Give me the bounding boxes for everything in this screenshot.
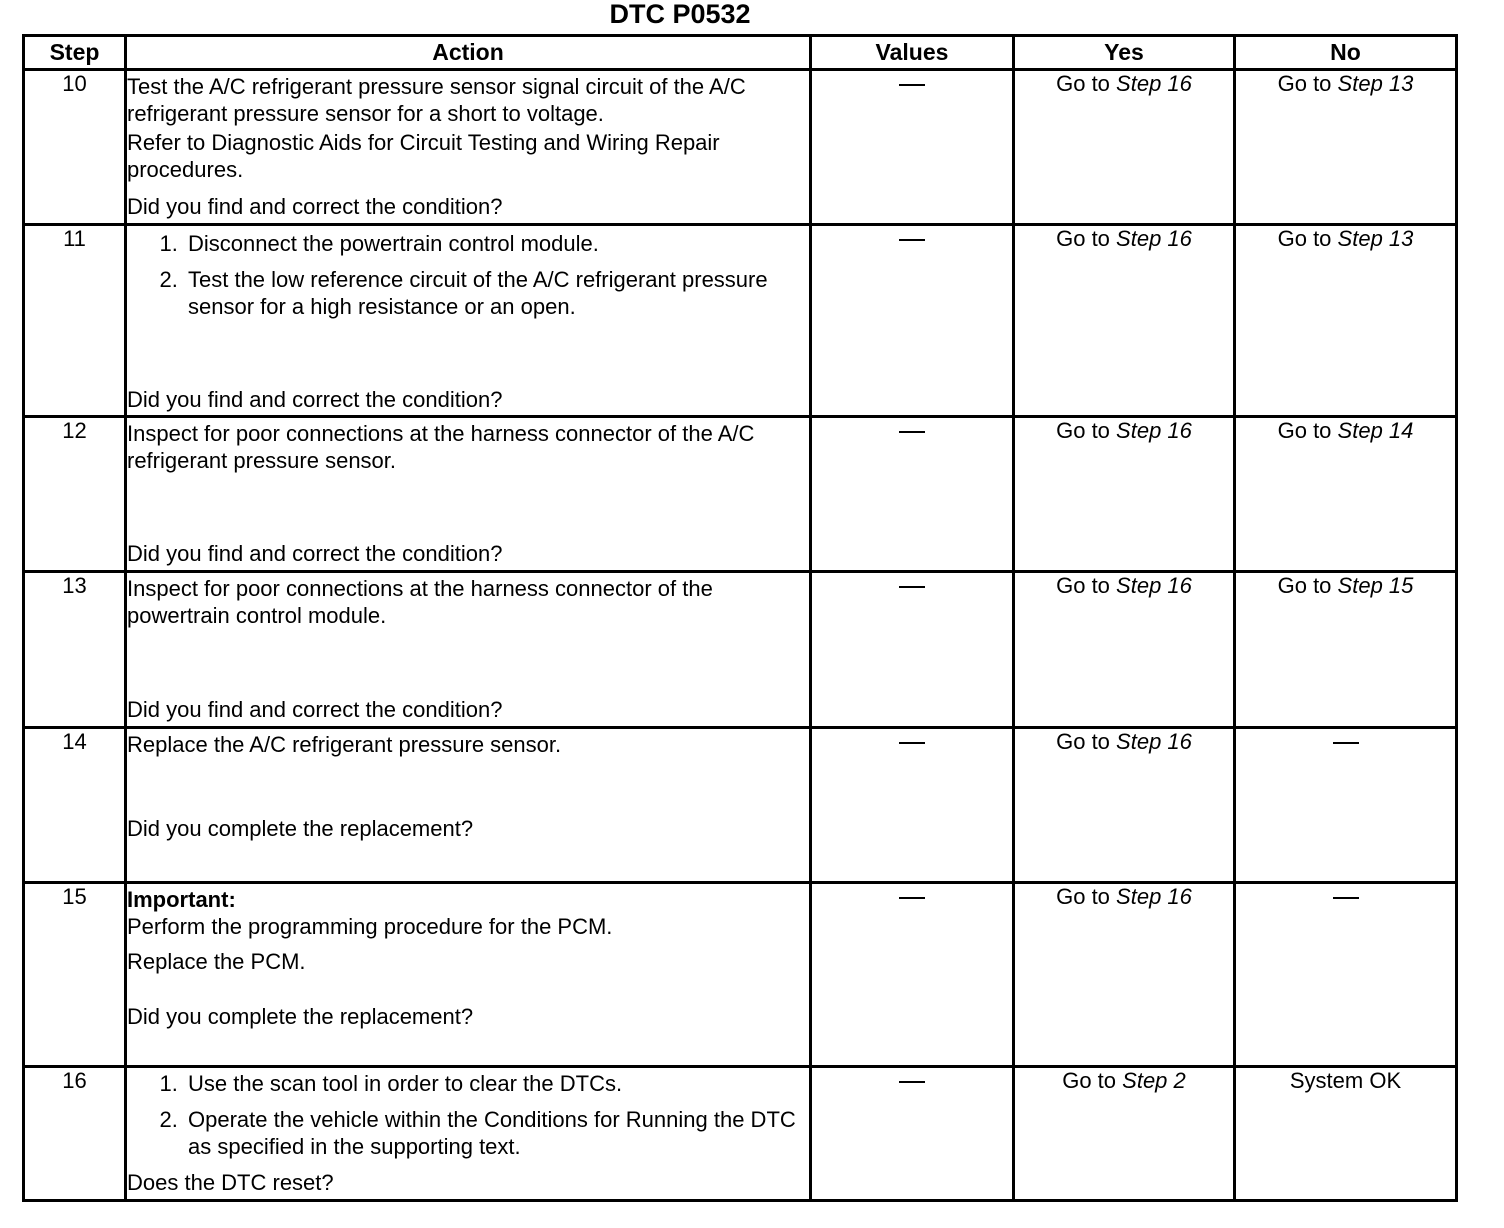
- yes-cell: [1014, 417, 1235, 572]
- values-dash: [899, 84, 925, 86]
- yes-prefix: Go to: [1062, 1068, 1117, 1093]
- action-text: Replace the A/C refrigerant pressure sensor.: [127, 732, 562, 757]
- yes-step-link: Step 16: [1116, 226, 1192, 251]
- no-step-link: Step 13: [1337, 71, 1414, 96]
- action-item: 1. Disconnect the powertrain control module.: [184, 230, 809, 257]
- table-row: [24, 728, 1457, 883]
- action-question: Did you find and correct the condition?: [127, 541, 503, 566]
- values-dash: [899, 742, 925, 744]
- values-dash: [899, 431, 925, 433]
- yes-cell: [1014, 572, 1235, 728]
- important-note: [127, 886, 809, 940]
- table-row: [24, 883, 1457, 1067]
- no-cell: System OK: [1235, 1067, 1457, 1201]
- yes-prefix: Go to: [1056, 226, 1110, 251]
- step-number: 12: [24, 417, 126, 572]
- values-cell: [811, 728, 1014, 883]
- no-prefix: Go to: [1277, 71, 1332, 96]
- action-question: Did you complete the replacement?: [127, 1004, 474, 1029]
- header-step: Step: [24, 36, 126, 70]
- values-cell: [811, 572, 1014, 728]
- no-prefix: Go to: [1277, 418, 1332, 443]
- action-text: Replace the PCM.: [127, 949, 306, 974]
- header-values: Values: [811, 36, 1014, 70]
- yes-cell: [1014, 728, 1235, 883]
- action-question: Did you complete the replacement?: [127, 816, 474, 841]
- yes-step-link: Step 2: [1122, 1068, 1186, 1093]
- values-dash: [899, 1081, 925, 1083]
- yes-cell: [1014, 883, 1235, 1067]
- table-row: [24, 1067, 1457, 1201]
- yes-prefix: Go to: [1056, 71, 1110, 96]
- action-cell: [126, 572, 811, 728]
- header-action: Action: [126, 36, 811, 70]
- action-question: Did you find and correct the condition?: [127, 697, 503, 722]
- action-question: Does the DTC reset?: [127, 1170, 334, 1195]
- no-cell: [1235, 883, 1457, 1067]
- important-label: Important:: [127, 887, 236, 912]
- no-cell: [1235, 417, 1457, 572]
- yes-step-link: Step 16: [1116, 71, 1192, 96]
- table-row: [24, 70, 1457, 225]
- step-number: 14: [24, 728, 126, 883]
- yes-prefix: Go to: [1056, 573, 1110, 598]
- table-row: [24, 572, 1457, 728]
- yes-step-link: Step 16: [1116, 418, 1192, 443]
- yes-step-link: Step 16: [1116, 573, 1192, 598]
- action-cell: [126, 728, 811, 883]
- yes-prefix: Go to: [1056, 729, 1110, 754]
- values-cell: [811, 883, 1014, 1067]
- no-step-link: Step 14: [1337, 418, 1414, 443]
- no-cell: [1235, 728, 1457, 883]
- important-text: Perform the programming procedure for the PCM.: [127, 914, 613, 939]
- values-dash: [899, 586, 925, 588]
- action-text: Refer to Diagnostic Aids for Circuit Testing and Wiring Repair procedures.: [127, 130, 720, 182]
- yes-step-link: Step 16: [1116, 884, 1192, 909]
- yes-cell: [1014, 70, 1235, 225]
- action-text: Inspect for poor connections at the harness connector of the powertrain control module.: [127, 576, 713, 628]
- values-cell: [811, 417, 1014, 572]
- no-cell: [1235, 225, 1457, 417]
- action-question: Did you find and correct the condition?: [127, 194, 503, 219]
- action-item: 1. Use the scan tool in order to clear the DTCs.: [184, 1070, 809, 1097]
- action-cell: [126, 883, 811, 1067]
- page-title: DTC P0532: [609, 0, 751, 29]
- action-text: Test the A/C refrigerant pressure sensor signal circuit of the A/C refrigerant pressure sensor for a short to voltage.: [127, 74, 746, 126]
- table-row: [24, 417, 1457, 572]
- no-dash: [1333, 742, 1359, 744]
- yes-prefix: Go to: [1056, 418, 1110, 443]
- action-cell: [126, 417, 811, 572]
- header-row: [24, 36, 1457, 70]
- yes-cell: [1014, 225, 1235, 417]
- diagnostic-table: [22, 34, 1458, 1202]
- values-cell: [811, 225, 1014, 417]
- no-dash: [1333, 897, 1359, 899]
- step-number: 11: [24, 225, 126, 417]
- header-no: No: [1235, 36, 1457, 70]
- action-cell: [126, 225, 811, 417]
- table-row: [24, 225, 1457, 417]
- values-cell: [811, 1067, 1014, 1201]
- no-step-link: Step 15: [1337, 573, 1414, 598]
- action-item: 2. Test the low reference circuit of the A/C refrigerant pressure sensor for a high resistance or an open.: [184, 266, 809, 320]
- values-cell: [811, 70, 1014, 225]
- action-item: 2. Operate the vehicle within the Conditions for Running the DTC as specified in the supporting text.: [184, 1106, 809, 1160]
- step-number: 16: [24, 1067, 126, 1201]
- action-text: Inspect for poor connections at the harness connector of the A/C refrigerant pressure sensor.: [127, 421, 755, 473]
- no-cell: [1235, 70, 1457, 225]
- yes-prefix: Go to: [1056, 884, 1110, 909]
- step-number: 10: [24, 70, 126, 225]
- no-prefix: Go to: [1277, 573, 1332, 598]
- yes-cell: [1014, 1067, 1235, 1201]
- no-prefix: Go to: [1277, 226, 1332, 251]
- yes-step-link: Step 16: [1116, 729, 1192, 754]
- no-step-link: Step 13: [1337, 226, 1414, 251]
- step-number: 15: [24, 883, 126, 1067]
- values-dash: [899, 897, 925, 899]
- no-cell: [1235, 572, 1457, 728]
- step-number: 13: [24, 572, 126, 728]
- values-dash: [899, 239, 925, 241]
- header-yes: Yes: [1014, 36, 1235, 70]
- action-cell: [126, 1067, 811, 1201]
- action-cell: [126, 70, 811, 225]
- action-question: Did you find and correct the condition?: [127, 387, 503, 412]
